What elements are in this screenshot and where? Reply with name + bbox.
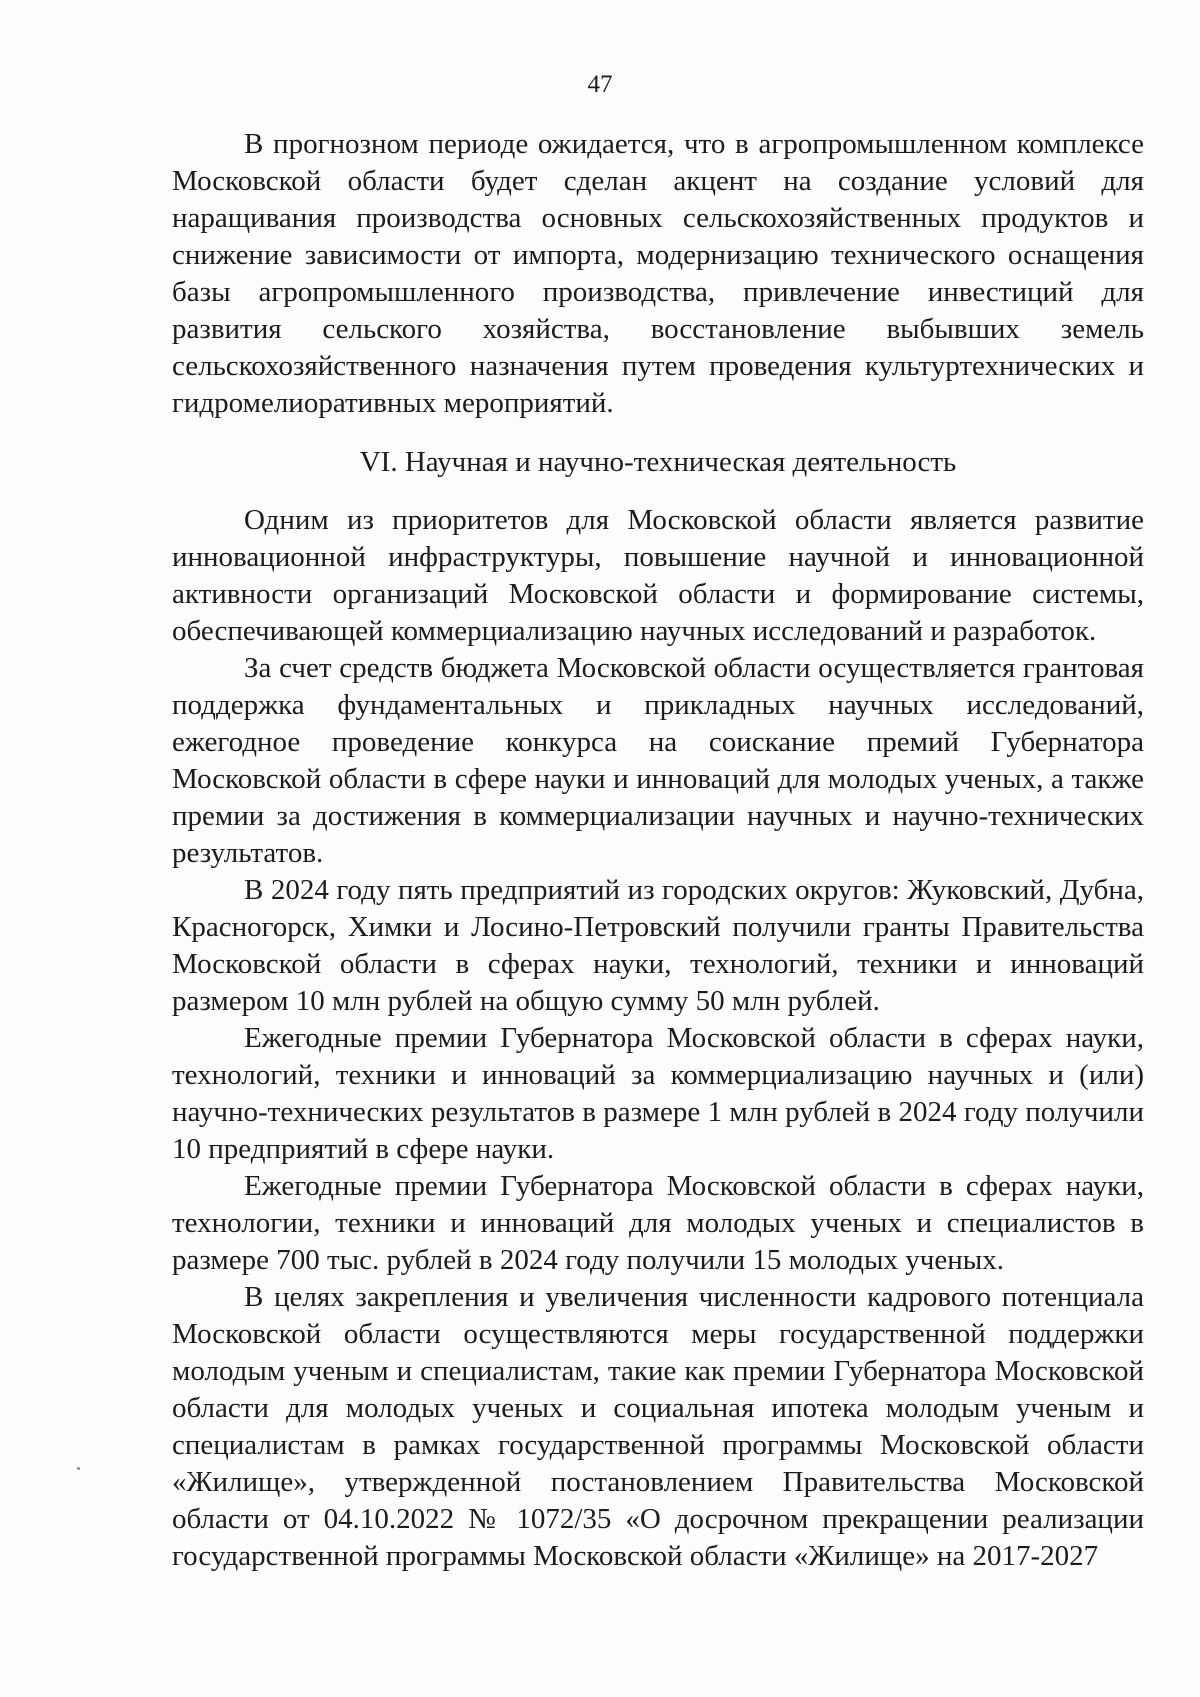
paragraph-grant-support: За счет средств бюджета Московской области осуществляется грантовая поддержка фундаментальных и прикладных научных исследований, ежегодное проведение конкурса на соискание премий Губернатора Московской области в сфере науки и инноваций для молодых ученых, а также премии за достижения в коммерциализации научных и научно-технических результатов. [172,652,1144,869]
document-body [172,126,1144,1575]
paragraph-commercialization-prizes: Ежегодные премии Губернатора Московской области в сферах науки, технологий, техники и инноваций за коммерциализацию научных и (или) научно-технических результатов в размере 1 млн рублей в 2024 году получили 10 предприятий в сфере науки. [172,1022,1144,1165]
paragraph-agro-forecast: В прогнозном периоде ожидается, что в агропромышленном комплексе Московской области будет сделан акцент на создание условий для наращивания производства основных сельскохозяйственных продуктов и снижение зависимости от импорта, модернизацию технического оснащения базы агропромышленного производства, привлечение инвестиций для развития сельского хозяйства, восстановление выбывших земель сельскохозяйственного назначения путем проведения культуртехнических и гидромелиоративных мероприятий. [172,128,1144,419]
paragraph-priorities: Одним из приоритетов для Московской области является развитие инновационной инфраструктуры, повышение научной и инновационной активности организаций Московской области и формирование системы, обеспечивающей коммерциализацию научных исследований и разработок. [172,504,1144,647]
paragraph-young-scientists-prizes: Ежегодные премии Губернатора Московской области в сферах науки, технологии, техники и инноваций для молодых ученых и специалистов в размере 700 тыс. рублей в 2024 году получили 15 молодых ученых. [172,1170,1144,1276]
paragraph-staff-support: В целях закрепления и увеличения численности кадрового потенциала Московской области осуществляются меры государственной поддержки молодым ученым и специалистам, такие как премии Губернатора Московской области для молодых ученых и социальная ипотека молодым ученым и специалистам в рамках государственной программы Московской области «Жилище», утвержденной постановлением Правительства Московской области от 04.10.2022 № 1072/35 «О досрочном прекращении реализации государственной программы Московской области «Жилище» на 2017-2027 [172,1281,1144,1572]
page-number: 47 [587,71,613,98]
section-heading: VI. Научная и научно-техническая деятельность [359,446,957,478]
scan-speck [77,1467,80,1470]
paragraph-grants-2024: В 2024 году пять предприятий из городских округов: Жуковский, Дубна, Красногорск, Химки и Лосино-Петровский получили гранты Правительства Московской области в сферах науки, технологий, техники и инноваций размером 10 млн рублей на общую сумму 50 млн рублей. [172,874,1144,1017]
